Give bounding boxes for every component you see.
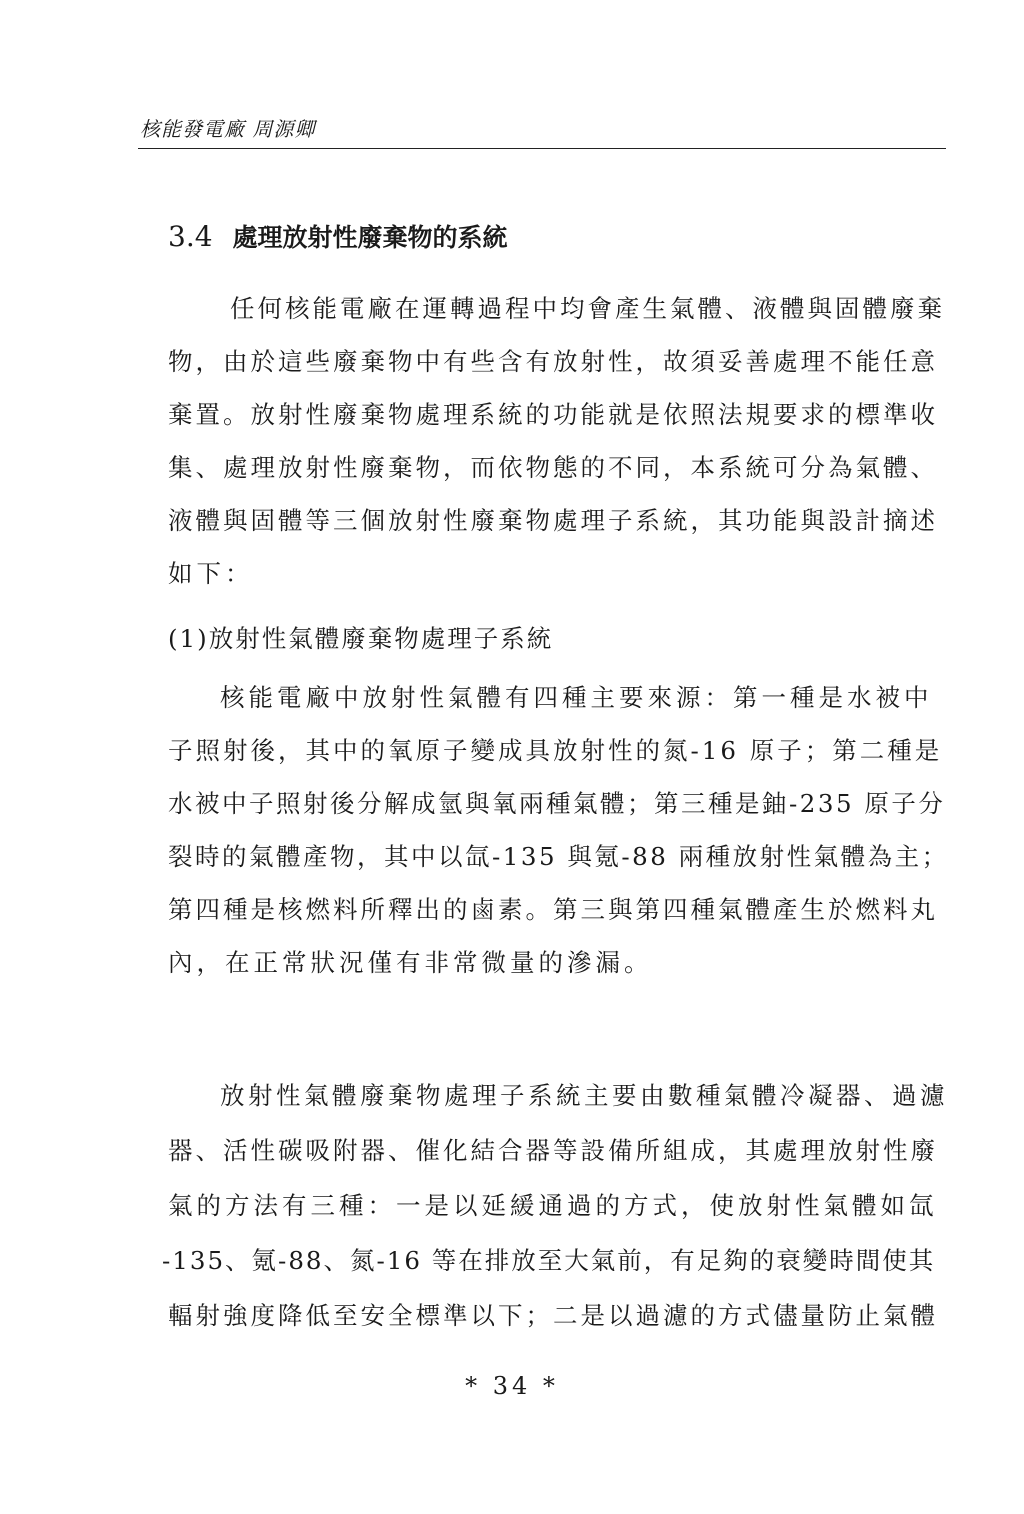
paragraph-line: 子照射後，其中的氧原子變成具放射性的氮-16 原子；第二種是 — [168, 736, 943, 765]
paragraph-line: 裂時的氣體產物，其中以氙-135 與氪-88 兩種放射性氣體為主； — [168, 842, 949, 871]
paragraph-line: 如下： — [168, 559, 254, 588]
paragraph-line: 氣的方法有三種：一是以延緩通過的方式，使放射性氣體如氙 — [168, 1191, 938, 1220]
paragraph-line: 任何核能電廠在運轉過程中均會產生氣體、液體與固體廢棄 — [230, 294, 945, 323]
paragraph-line: 液體與固體等三個放射性廢棄物處理子系統，其功能與設計摘述 — [168, 506, 938, 535]
paragraph-line: 集、處理放射性廢棄物，而依物態的不同，本系統可分為氣體、 — [168, 453, 938, 482]
paragraph-line: 輻射強度降低至安全標準以下；二是以過濾的方式儘量防止氣體 — [168, 1301, 938, 1330]
subsection-title: (1)放射性氣體廢棄物處理子系統 — [168, 624, 554, 653]
paragraph-line: 水被中子照射後分解成氫與氧兩種氣體；第三種是鈾-235 原子分 — [168, 789, 946, 818]
paragraph-line: 物，由於這些廢棄物中有些含有放射性，故須妥善處理不能任意 — [168, 347, 938, 376]
paragraph-line: 內，在正常狀況僅有非常微量的滲漏。 — [168, 948, 653, 977]
running-header-title: 核能發電廠 周源卿 — [140, 117, 316, 141]
paragraph-line: 器、活性碳吸附器、催化結合器等設備所組成，其處理放射性廢 — [168, 1136, 938, 1165]
running-header — [138, 112, 946, 149]
paragraph-line: 第四種是核燃料所釋出的鹵素。第三與第四種氣體產生於燃料丸 — [168, 895, 938, 924]
paragraph-line: -135、氪-88、氮-16 等在排放至大氣前，有足夠的衰變時間使其 — [162, 1246, 936, 1275]
paragraph-line: 棄置。放射性廢棄物處理系統的功能就是依照法規要求的標準收 — [168, 400, 938, 429]
paragraph-line: 放射性氣體廢棄物處理子系統主要由數種氣體冷凝器、過濾 — [220, 1081, 948, 1110]
section-heading — [168, 218, 508, 254]
paragraph-line: 核能電廠中放射性氣體有四種主要來源：第一種是水被中 — [220, 683, 933, 712]
section-number: 3.4 — [168, 220, 213, 253]
page-number: * 34 * — [465, 1372, 559, 1400]
section-title: 處理放射性廢棄物的系統 — [232, 223, 508, 252]
